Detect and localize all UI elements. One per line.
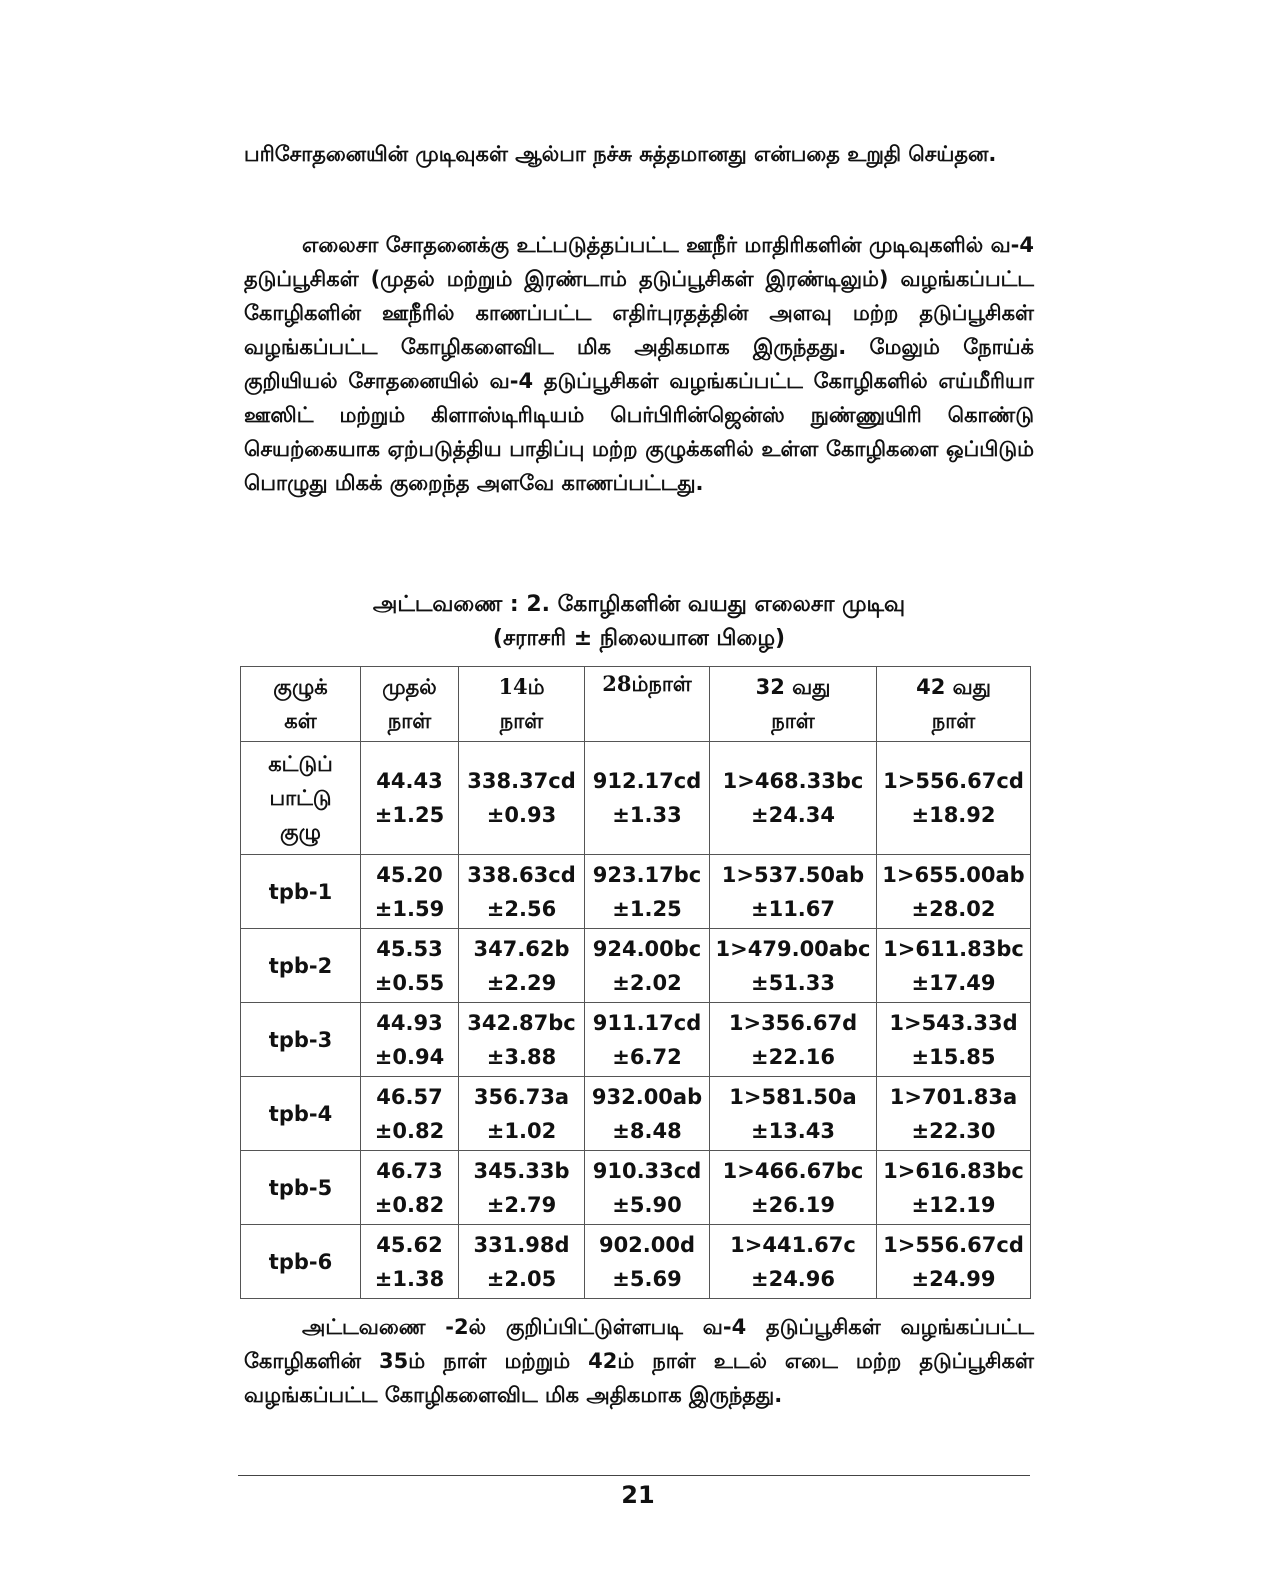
value-cell: 902.00d ±5.69: [585, 1225, 710, 1299]
value-cell: 44.43 ±1.25: [361, 742, 459, 855]
value-cell: 1>537.50ab ±11.67: [710, 855, 877, 929]
value-cell: 1>543.33d ±15.85: [877, 1003, 1031, 1077]
value-cell: 347.62b ±2.29: [459, 929, 585, 1003]
value-cell: 45.20 ±1.59: [361, 855, 459, 929]
value-cell: 1>581.50a ±13.43: [710, 1077, 877, 1151]
paragraph-intro: பரிசோதனையின் முடிவுகள் ஆல்பா நச்சு சுத்தமானது என்பதை உறுதி செய்தன.: [244, 142, 997, 166]
value-cell: 45.62 ±1.38: [361, 1225, 459, 1299]
value-cell: 342.87bc ±3.88: [459, 1003, 585, 1077]
table-row-tpb-5: [241, 1151, 1031, 1225]
value-cell: 912.17cd ±1.33: [585, 742, 710, 855]
column-header-group: குழுக் கள்: [241, 667, 361, 742]
paragraph-weight-results: அட்டவணை -2ல் குறிப்பிட்டுள்ளபடி வ-4 தடுப்பூசிகள் வழங்கப்பட்ட கோழிகளின் 35ம் நாள் மற்றும் 42ம் நாள் உடல் எடை மற்ற தடுப்பூசிகள் வழங்கப்பட்ட கோழிகளைவிட மிக அதிகமாக இருந்தது.: [244, 1315, 1034, 1407]
value-cell: 1>556.67cd ±24.99: [877, 1225, 1031, 1299]
column-header-day1: முதல் நாள்: [361, 667, 459, 742]
paragraph-elisa-results: எலைசா சோதனைக்கு உட்படுத்தப்பட்ட ஊநீர் மாதிரிகளின் முடிவுகளில் வ-4 தடுப்பூசிகள் (முதல் மற்றும் இரண்டாம் தடுப்பூசிகள் இரண்டிலும்) வழங்கப்பட்ட கோழிகளின் ஊநீரில் காணப்பட்ட எதிர்புரதத்தின் அளவு மற்ற தடுப்பூசிகள் வழங்கப்பட்ட கோழிகளைவிட மிக அதிகமாக இருந்தது. மேலும் நோய்க் குறியியல் சோதனையில் வ-4 தடுப்பூசிகள் வழங்கப்பட்ட கோழிகளில் எய்மீரியா ஊஸிட் மற்றும் கிளாஸ்டிரிடியம் பெர்பிரின்ஜென்ஸ் நுண்ணுயிரி கொண்டு செயற்கையாக ஏற்படுத்திய பாதிப்பு மற்ற குழுக்களில் உள்ள கோழிகளை ஒப்பிடும் பொழுது மிகக் குறைந்த அளவே காணப்பட்டது.: [244, 233, 1034, 495]
group-cell: tpb-6: [241, 1225, 361, 1299]
value-cell: 924.00bc ±2.02: [585, 929, 710, 1003]
table-row-tpb-6: [241, 1225, 1031, 1299]
group-cell: tpb-2: [241, 929, 361, 1003]
table-caption-subtitle: (சராசரி ± நிலையான பிழை): [492, 626, 786, 651]
value-cell: 45.53 ±0.55: [361, 929, 459, 1003]
footer-divider: [238, 1475, 1030, 1476]
page-number: 21: [621, 1481, 655, 1509]
table-row-tpb-3: [241, 1003, 1031, 1077]
table-header-row: [241, 667, 1031, 742]
table-caption: [244, 588, 1034, 656]
value-cell: 1>356.67d ±22.16: [710, 1003, 877, 1077]
value-cell: 338.37cd ±0.93: [459, 742, 585, 855]
table-caption-title: அட்டவணை : 2. கோழிகளின் வயது எலைசா முடிவு: [372, 592, 906, 617]
group-cell: tpb-3: [241, 1003, 361, 1077]
value-cell: 1>556.67cd ±18.92: [877, 742, 1031, 855]
group-cell: கட்டுப் பாட்டு குழு: [241, 742, 361, 855]
value-cell: 1>655.00ab ±28.02: [877, 855, 1031, 929]
value-cell: 911.17cd ±6.72: [585, 1003, 710, 1077]
value-cell: 46.73 ±0.82: [361, 1151, 459, 1225]
value-cell: 338.63cd ±2.56: [459, 855, 585, 929]
value-cell: 910.33cd ±5.90: [585, 1151, 710, 1225]
value-cell: 1>701.83a ±22.30: [877, 1077, 1031, 1151]
value-cell: 1>468.33bc ±24.34: [710, 742, 877, 855]
value-cell: 356.73a ±1.02: [459, 1077, 585, 1151]
group-cell: tpb-1: [241, 855, 361, 929]
column-header-day14: 14ம் நாள்: [459, 667, 585, 742]
value-cell: 1>611.83bc ±17.49: [877, 929, 1031, 1003]
value-cell: 46.57 ±0.82: [361, 1077, 459, 1151]
column-header-day28: 28ம்நாள்: [585, 667, 710, 742]
value-cell: 1>466.67bc ±26.19: [710, 1151, 877, 1225]
value-cell: 923.17bc ±1.25: [585, 855, 710, 929]
value-cell: 1>441.67c ±24.96: [710, 1225, 877, 1299]
value-cell: 1>616.83bc ±12.19: [877, 1151, 1031, 1225]
column-header-day32: 32 வது நாள்: [710, 667, 877, 742]
value-cell: 331.98d ±2.05: [459, 1225, 585, 1299]
group-cell: tpb-5: [241, 1151, 361, 1225]
table-row-tpb-4: [241, 1077, 1031, 1151]
group-cell: tpb-4: [241, 1077, 361, 1151]
value-cell: 932.00ab ±8.48: [585, 1077, 710, 1151]
value-cell: 1>479.00abc ±51.33: [710, 929, 877, 1003]
table-row-tpb-1: [241, 855, 1031, 929]
table-row-tpb-2: [241, 929, 1031, 1003]
elisa-table: [240, 666, 1031, 1299]
value-cell: 345.33b ±2.79: [459, 1151, 585, 1225]
value-cell: 44.93 ±0.94: [361, 1003, 459, 1077]
table-row-control: [241, 742, 1031, 855]
column-header-day42: 42 வது நாள்: [877, 667, 1031, 742]
